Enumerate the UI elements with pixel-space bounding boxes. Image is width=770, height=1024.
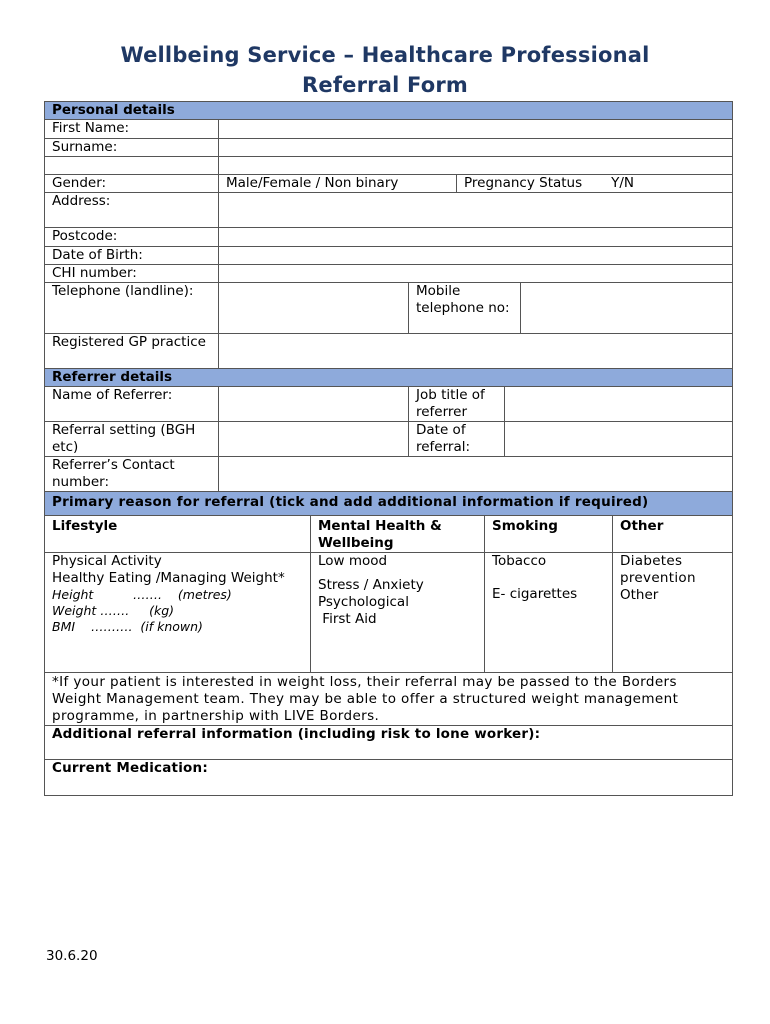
referral-setting-field[interactable] bbox=[219, 422, 409, 457]
form-title-line-2: Referral Form bbox=[302, 73, 468, 97]
referral-form bbox=[44, 101, 732, 796]
tobacco-option[interactable]: Tobacco bbox=[492, 553, 547, 569]
gender-options[interactable]: Male/Female / Non binary bbox=[219, 175, 457, 193]
lifestyle-column-header: Lifestyle bbox=[45, 516, 311, 553]
personal-details-header: Personal details bbox=[45, 102, 733, 120]
postcode-field[interactable] bbox=[219, 228, 733, 247]
other-option[interactable]: Other bbox=[620, 587, 659, 603]
current-medication-field[interactable]: Current Medication: bbox=[45, 760, 733, 796]
lifestyle-options bbox=[45, 553, 311, 673]
gp-field[interactable] bbox=[219, 334, 733, 369]
physical-activity-option[interactable]: Physical Activity bbox=[52, 553, 162, 569]
mobile-label: Mobile telephone no: bbox=[409, 283, 521, 334]
blank-field-cell bbox=[219, 157, 733, 175]
referrer-contact-table bbox=[44, 456, 733, 516]
footer-date: 30.6.20 bbox=[46, 948, 98, 964]
additional-info-field[interactable]: Additional referral information (including risk to lone worker): bbox=[45, 726, 733, 760]
referral-date-label: Date of referral: bbox=[409, 422, 505, 457]
stress-anxiety-option[interactable]: Stress / Anxiety bbox=[318, 577, 424, 593]
first-name-field[interactable] bbox=[219, 120, 733, 139]
surname-field[interactable] bbox=[219, 139, 733, 157]
height-field[interactable]: Height ……. (metres) bbox=[52, 587, 232, 602]
referral-date-field[interactable] bbox=[505, 422, 733, 457]
weight-management-note: *If your patient is interested in weight loss, their referral may be passed to the Borders Weight Management team. They may be able to offer a structured weight management programme, in partnership with LIVE Borders. bbox=[45, 673, 733, 726]
job-title-label: Job title of referrer bbox=[409, 387, 505, 422]
address-field[interactable] bbox=[219, 193, 733, 228]
gp-label: Registered GP practice bbox=[45, 334, 219, 369]
referrer-contact-field[interactable] bbox=[219, 457, 733, 492]
chi-field[interactable] bbox=[219, 265, 733, 283]
dob-field[interactable] bbox=[219, 247, 733, 265]
chi-label: CHI number: bbox=[45, 265, 219, 283]
referral-setting-label: Referral setting (BGH etc) bbox=[45, 422, 219, 457]
surname-label: Surname: bbox=[45, 139, 219, 157]
mobile-field[interactable] bbox=[521, 283, 733, 334]
job-title-field[interactable] bbox=[505, 387, 733, 422]
address-label: Address: bbox=[45, 193, 219, 228]
mental-health-column-header: Mental Health & Wellbeing bbox=[311, 516, 485, 553]
bmi-field[interactable]: BMI ………. (if known) bbox=[52, 619, 203, 634]
personal-details-table bbox=[44, 101, 733, 283]
form-title bbox=[0, 40, 770, 100]
smoking-column-header: Smoking bbox=[485, 516, 613, 553]
telephone-field[interactable] bbox=[219, 283, 409, 334]
low-mood-option[interactable]: Low mood bbox=[318, 553, 388, 569]
referrer-contact-label: Referrer’s Contact number: bbox=[45, 457, 219, 492]
smoking-options bbox=[485, 553, 613, 673]
referrer-name-field[interactable] bbox=[219, 387, 409, 422]
blank-label-cell bbox=[45, 157, 219, 175]
first-aid-option[interactable]: First Aid bbox=[318, 611, 377, 627]
referrer-name-label: Name of Referrer: bbox=[45, 387, 219, 422]
e-cigarettes-option[interactable]: E- cigarettes bbox=[492, 586, 578, 602]
primary-reason-header: Primary reason for referral (tick and add additional information if required) bbox=[45, 492, 733, 516]
diabetes-prevention-option[interactable]: Diabetes prevention bbox=[620, 553, 696, 586]
pregnancy-status-cell[interactable] bbox=[457, 175, 733, 193]
referrer-details-header: Referrer details bbox=[45, 369, 733, 387]
additional-table bbox=[44, 672, 733, 796]
pregnancy-yn: Y/N bbox=[611, 175, 635, 191]
pregnancy-status-label: Pregnancy Status bbox=[464, 175, 583, 191]
form-title-line-1: Wellbeing Service – Healthcare Professional bbox=[120, 43, 650, 67]
postcode-label: Postcode: bbox=[45, 228, 219, 247]
other-options bbox=[613, 553, 733, 673]
telephone-table bbox=[44, 282, 733, 334]
gp-table bbox=[44, 333, 733, 387]
gender-label: Gender: bbox=[45, 175, 219, 193]
healthy-eating-option[interactable]: Healthy Eating /Managing Weight* bbox=[52, 570, 285, 586]
mental-health-options bbox=[311, 553, 485, 673]
first-name-label: First Name: bbox=[45, 120, 219, 139]
telephone-label: Telephone (landline): bbox=[45, 283, 219, 334]
weight-field[interactable]: Weight ……. (kg) bbox=[52, 603, 175, 618]
reason-table bbox=[44, 515, 733, 673]
referrer-table bbox=[44, 386, 733, 457]
dob-label: Date of Birth: bbox=[45, 247, 219, 265]
other-column-header: Other bbox=[613, 516, 733, 553]
psychological-option[interactable]: Psychological bbox=[318, 594, 409, 610]
